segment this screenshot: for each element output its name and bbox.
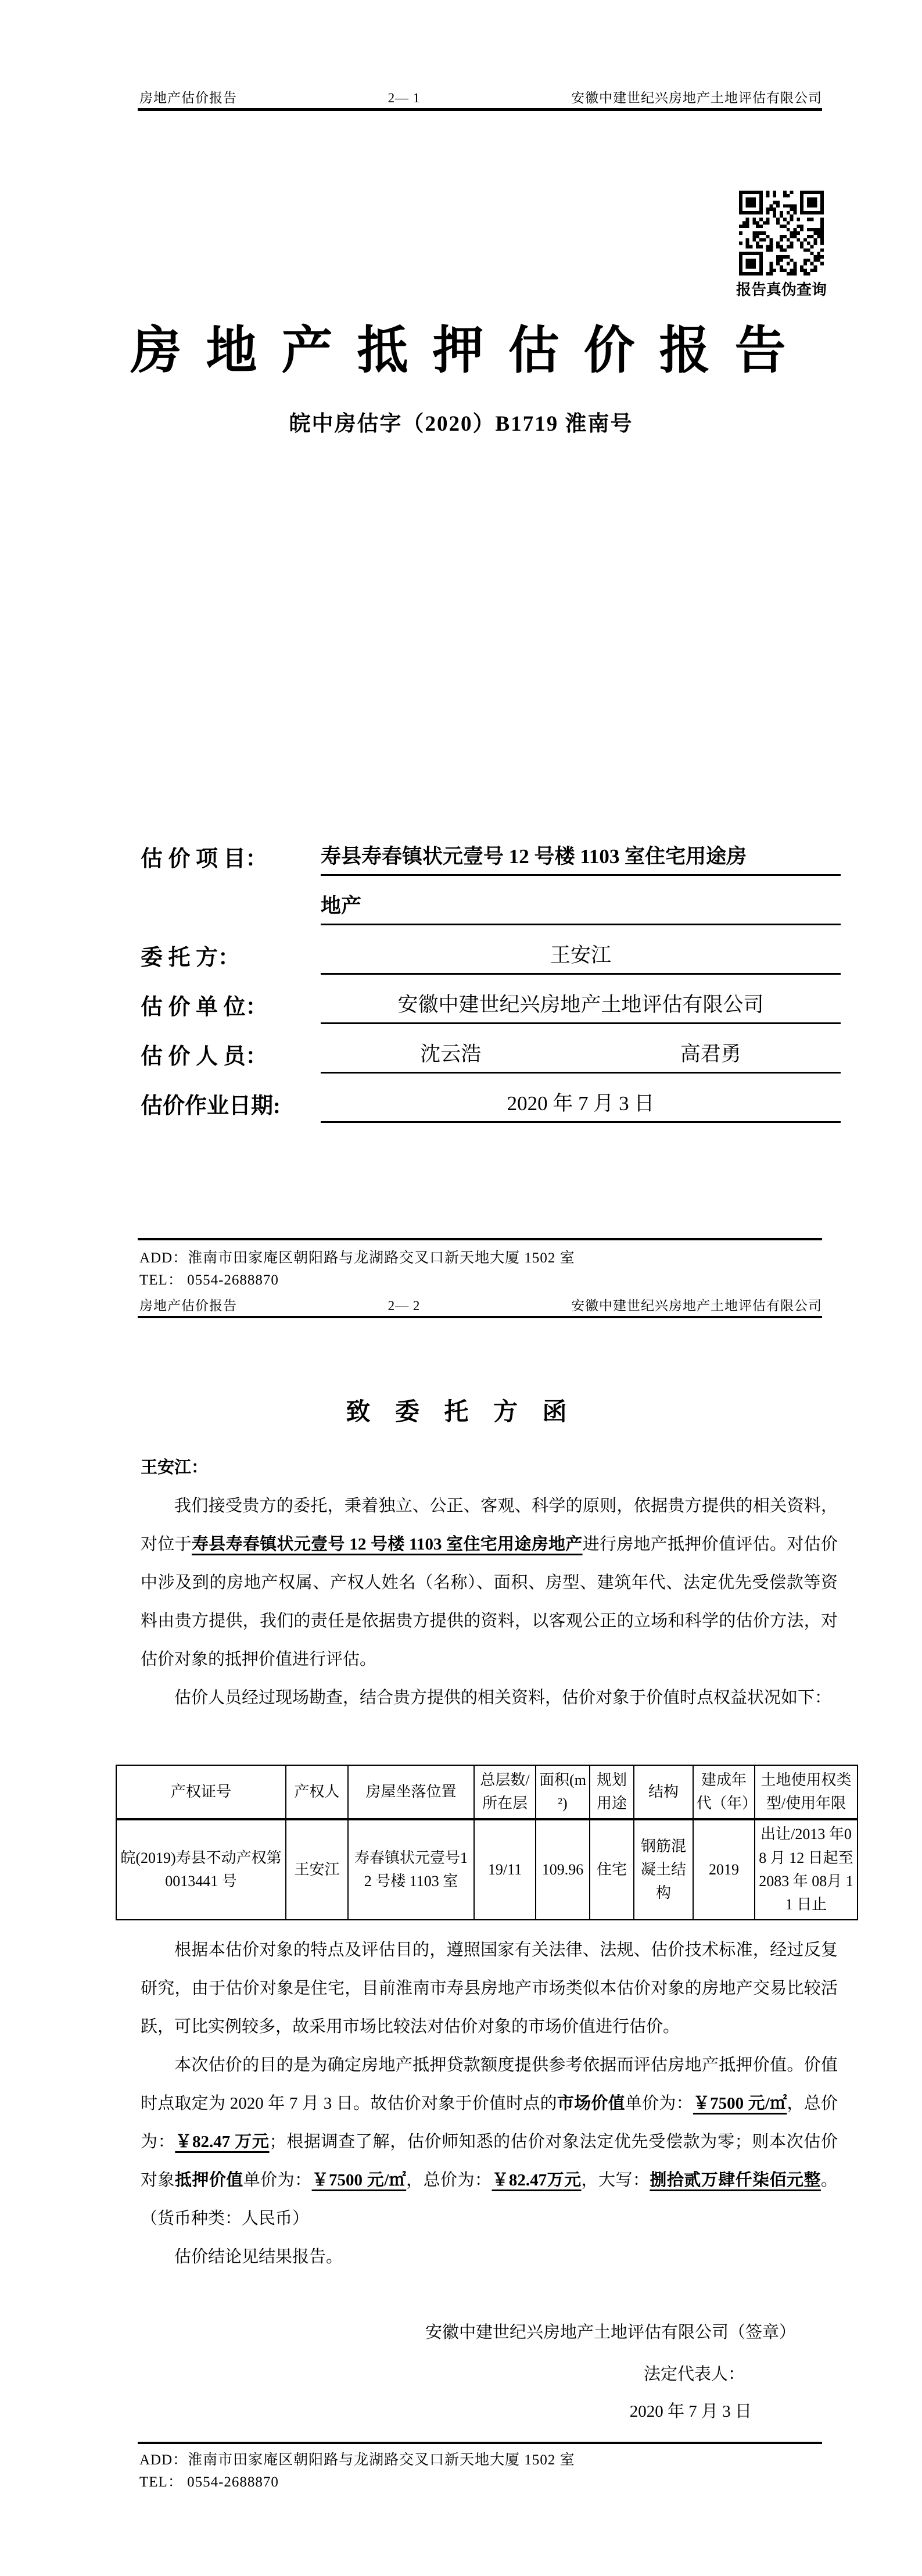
table-header-cert-no: 产权证号 (116, 1765, 286, 1819)
qr-code-svg (739, 191, 824, 276)
text-segment: 市场价值 (557, 2094, 625, 2113)
text-segment: 捌拾贰万肆仟柒佰元整 (650, 2171, 821, 2189)
field-date (141, 1073, 841, 1123)
letter-body-bottom (141, 1931, 838, 2276)
table-header-year: 建成年代（年） (693, 1765, 755, 1819)
letter-salutation: 王安江： (141, 1458, 209, 1477)
paragraph-survey (141, 1679, 838, 1717)
page2-footer-rule (138, 2442, 822, 2444)
text-segment: ，总价为： (141, 2094, 838, 2151)
page2-header-right: 安徽中建世纪兴房地产土地评估有限公司 (571, 1298, 822, 1313)
table-row (116, 1819, 858, 1920)
text-segment: 估价人员经过现场勘查，结合贵方提供的相关资料，估价对象于价值时点权益状况如下： (174, 1688, 832, 1707)
page1-header (139, 87, 822, 106)
page2-footer-phone: TEL： 0554-2688870 (139, 2474, 279, 2490)
table-cell-cert-no: 皖(2019)寿县不动产权第 0013441 号 (116, 1819, 286, 1920)
field-date-value: 2020 年 7 月 3 日 (321, 1087, 841, 1123)
text-segment: 我们接受贵方的委托，秉着独立、公正、客观、科学的原则，依据贵方提供的相关资料，对位于 (141, 1497, 838, 1554)
table-header-floors: 总层数/所在层 (474, 1765, 536, 1819)
field-client-label: 委 托 方： (141, 946, 241, 970)
paragraph-method (141, 1931, 838, 2046)
page2-footer-address: ADD：淮南市田家庵区朝阳路与龙湖路交叉口新天地大厦 1502 室 (139, 2452, 575, 2468)
table-header-use: 规划用途 (590, 1765, 634, 1819)
paragraph-closing (141, 2238, 838, 2276)
page1-header-left: 房地产估价报告 (139, 91, 237, 105)
text-segment: 根据本估价对象的特点及评估目的，遵照国家有关法律、法规、估价技术标准，经过反复研究，由于估价对象是住宅，目前淮南市寿县房地产市场类似本估价对象的房地产交易比较活跃，可比实例较多，故采用市场比较法对估价对象的市场价值进行估价。 (141, 1941, 838, 2036)
qr-code-caption: 报告真伪查询 (736, 281, 827, 298)
table-cell-owner: 王安江 (286, 1819, 348, 1920)
field-project (141, 826, 841, 876)
table-cell-location: 寿春镇状元壹号12 号楼 1103 室 (348, 1819, 474, 1920)
table-header-row (116, 1765, 858, 1819)
table-cell-area: 109.96 (536, 1819, 590, 1920)
page1-header-right: 安徽中建世纪兴房地产土地评估有限公司 (571, 91, 822, 105)
table-header-location: 房屋坐落位置 (348, 1765, 474, 1819)
page1-footer-phone: TEL： 0554-2688870 (139, 1272, 279, 1288)
text-segment: 。（货币种类：人民币） (141, 2171, 838, 2228)
page2-header-rule (138, 1316, 822, 1318)
table-cell-structure: 钢筋混凝土结构 (634, 1819, 693, 1920)
letter-title: 致 委 托 方 函 (346, 1399, 576, 1426)
field-project-value-line2: 地产 (321, 890, 841, 925)
field-agency-value: 安徽中建世纪兴房地产土地评估有限公司 (321, 989, 841, 1024)
text-segment: ￥82.47 万元 (175, 2133, 270, 2151)
property-rights-table (116, 1765, 858, 1920)
field-agency-label: 估 价 单 位： (141, 995, 268, 1019)
field-project-value-line1: 寿县寿春镇状元壹号 12 号楼 1103 室住宅用途房 (321, 840, 841, 876)
field-client (141, 925, 841, 975)
page1-header-rule (138, 108, 822, 111)
page2-header-left: 房地产估价报告 (139, 1298, 237, 1313)
text-segment: 估价结论见结果报告。 (174, 2248, 343, 2266)
text-segment: ；根据调查了解，估价师知悉的估价对象法定优先受偿款为零；则本次估价对象 (141, 2133, 838, 2189)
field-client-value: 王安江 (321, 939, 841, 975)
letter-body-top (141, 1487, 838, 1717)
table-header-area: 面积(m²) (536, 1765, 590, 1819)
signature-legal-representative: 法定代表人： (643, 2365, 745, 2384)
text-segment: 单价为： (243, 2171, 312, 2189)
field-agency (141, 974, 841, 1024)
field-project-label: 估 价 项 目： (141, 847, 268, 871)
paragraph-intro (141, 1487, 838, 1679)
signature-date: 2020 年 7 月 3 日 (629, 2402, 752, 2421)
signature-company: 安徽中建世纪兴房地产土地评估有限公司（签章） (425, 2323, 796, 2342)
table-cell-floors: 19/11 (474, 1819, 536, 1920)
table-cell-use: 住宅 (590, 1819, 634, 1920)
field-staff-label: 估 价 人 员： (141, 1044, 268, 1069)
text-segment: 本次估价的目的是为确定房地产抵押贷款额度提供参考依据而评估房地产抵押价值。价值时点取定为 2020 年 7 月 3 日。故估价对象于价值时点的 (141, 2056, 838, 2113)
text-segment: 寿县寿春镇状元壹号 12 号楼 1103 室住宅用途房地产 (191, 1535, 583, 1554)
page2-header-page-number: 2— 2 (388, 1298, 421, 1313)
field-date-label: 估价作业日期: (141, 1094, 281, 1118)
field-staff-name-2: 高君勇 (680, 1043, 741, 1065)
table-cell-year: 2019 (693, 1819, 755, 1920)
page1-header-page-number: 2— 1 (388, 91, 421, 105)
table-header-structure: 结构 (634, 1765, 693, 1819)
page1-footer-rule (138, 1238, 822, 1240)
text-segment: ，大写： (581, 2171, 650, 2189)
qr-code (739, 191, 824, 276)
paragraph-valuation (141, 2046, 838, 2238)
text-segment: ，总价为： (406, 2171, 492, 2189)
page1-footer-address: ADD：淮南市田家庵区朝阳路与龙湖路交叉口新天地大厦 1502 室 (139, 1250, 575, 1266)
table-header-owner: 产权人 (286, 1765, 348, 1819)
text-segment: 抵押价值 (174, 2171, 243, 2189)
text-segment: ￥7500 元/㎡ (311, 2171, 407, 2189)
field-staff (141, 1024, 841, 1074)
page2-header (139, 1295, 822, 1314)
table-header-land-use: 土地使用权类型/使用年限 (755, 1765, 858, 1819)
doc-number: 皖中房估字（2020）B1719 淮南号 (289, 412, 633, 436)
text-segment: ￥7500 元/㎡ (693, 2094, 787, 2113)
field-project-cont (141, 875, 841, 925)
text-segment: ￥82.47万元 (492, 2171, 582, 2189)
report-title: 房 地 产 抵 押 估 价 报 告 (130, 323, 792, 380)
table-cell-land-use: 出让/2013 年08 月 12 日起至 2083 年 08月 11 日止 (755, 1819, 858, 1920)
text-segment: 单价为： (625, 2094, 693, 2113)
field-staff-name-1: 沈云浩 (420, 1043, 482, 1065)
field-staff-value (321, 1038, 841, 1074)
text-segment: 进行房地产抵押价值评估。对估价中涉及到的房地产权属、产权人姓名（名称）、面积、房型、建筑年代、法定优先受偿款等资料由贵方提供，我们的责任是依据贵方提供的资料，以客观公正的立场和科学的估价方法，对估价对象的抵押价值进行评估。 (141, 1535, 838, 1669)
